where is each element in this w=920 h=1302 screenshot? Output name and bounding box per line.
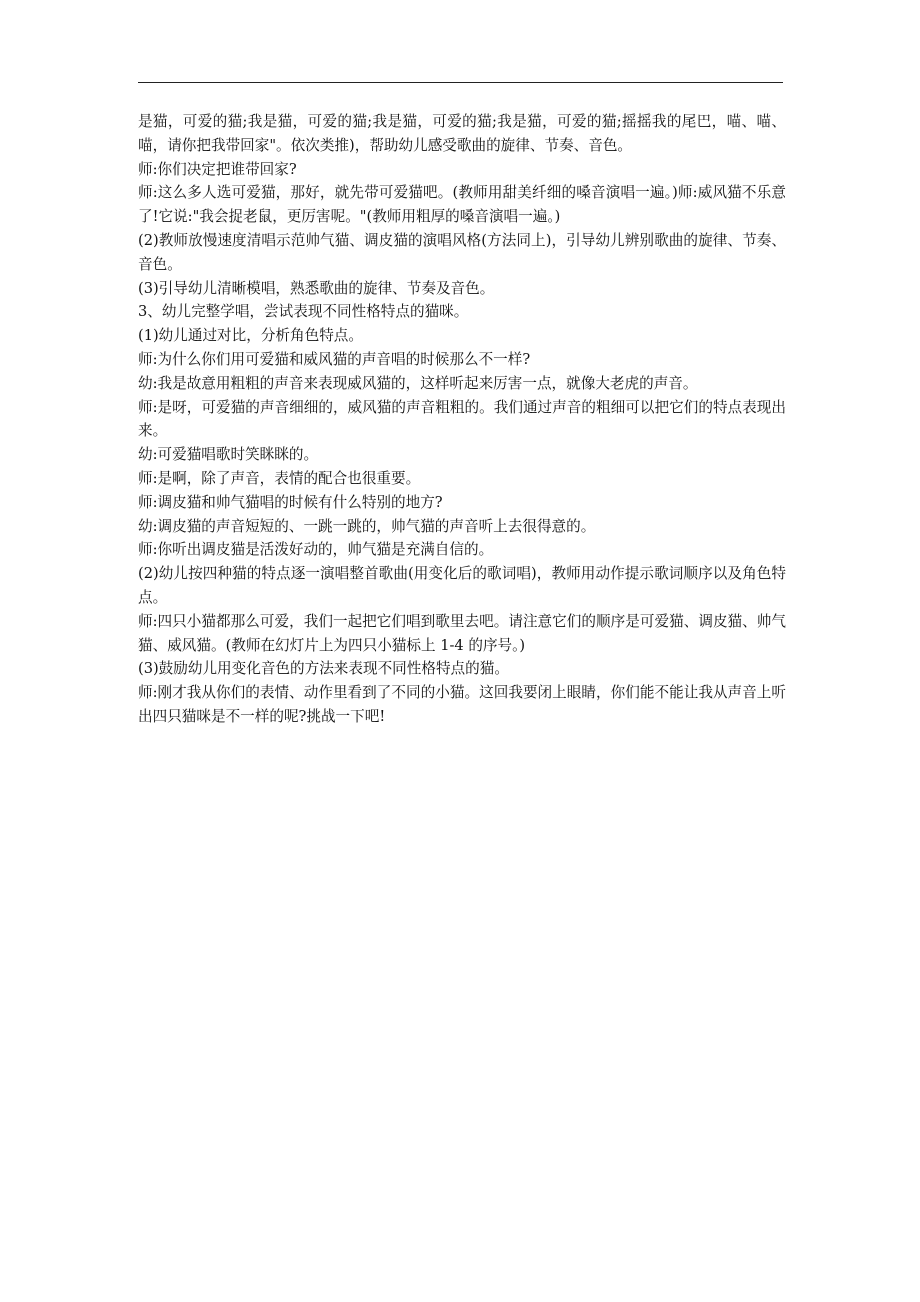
paragraph: 师:为什么你们用可爱猫和威风猫的声音唱的时候那么不一样? [138, 350, 531, 368]
paragraph: 师:刚才我从你们的表情、动作里看到了不同的小猫。这回我要闭上眼睛，你们能不能让我从声音上听出四只猫咪是不一样的呢?挑战一下吧! [138, 684, 786, 725]
paragraph: 师:这么多人选可爱猫，那好，就先带可爱猫吧。(教师用甜美纤细的嗓音演唱一遍。)师:威风猫不乐意了!它说:"我会捉老鼠，更厉害呢。"(教师用粗厚的嗓音演唱一遍。) [138, 184, 786, 226]
paragraph: (3)引导幼儿清晰模唱，熟悉歌曲的旋律、节奏及音色。 [138, 279, 495, 297]
paragraph: (1)幼儿通过对比，分析角色特点。 [138, 327, 363, 345]
paragraph: (2)教师放慢速度清唱示范帅气猫、调皮猫的演唱风格(方法同上)，引导幼儿辨别歌曲的旋律、节奏、音色。 [138, 231, 786, 273]
paragraph: 幼:可爱猫唱歌时笑眯眯的。 [138, 446, 319, 464]
paragraph: 3、幼儿完整学唱，尝试表现不同性格特点的猫咪。 [138, 303, 469, 321]
header-rule [138, 82, 783, 83]
paragraph: 幼:我是故意用粗粗的声音来表现威风猫的，这样听起来厉害一点，就像大老虎的声音。 [138, 374, 698, 392]
paragraph: 师:四只小猫都那么可爱，我们一起把它们唱到歌里去吧。请注意它们的顺序是可爱猫、调皮猫、帅气猫、威风猫。(教师在幻灯片上为四只小猫标上 1-4 的序号。) [138, 612, 786, 654]
paragraph: 师:是啊，除了声音，表情的配合也很重要。 [138, 469, 421, 487]
paragraph: 师:调皮猫和帅气猫唱的时候有什么特别的地方? [138, 493, 443, 511]
paragraph: 是猫，可爱的猫;我是猫，可爱的猫;我是猫，可爱的猫;我是猫，可爱的猫;摇摇我的尾巴，喵、喵、喵，请你把我带回家"。依次类推)，帮助幼儿感受歌曲的旋律、节奏、音色。 [138, 113, 786, 154]
paragraph: (3)鼓励幼儿用变化音色的方法来表现不同性格特点的猫。 [138, 660, 509, 678]
paragraph: 师:你们决定把谁带回家? [138, 160, 297, 178]
paragraph: 师:你听出调皮猫是活泼好动的，帅气猫是充满自信的。 [138, 541, 494, 559]
paragraph: 幼:调皮猫的声音短短的、一跳一跳的，帅气猫的声音听上去很得意的。 [138, 517, 596, 535]
paragraph: (2)幼儿按四种猫的特点逐一演唱整首歌曲(用变化后的歌词唱)，教师用动作提示歌词顺序以及角色特点。 [138, 565, 786, 606]
document-body [138, 110, 786, 729]
paragraph: 师:是呀，可爱猫的声音细细的，威风猫的声音粗粗的。我们通过声音的粗细可以把它们的特点表现出来。 [138, 398, 786, 440]
